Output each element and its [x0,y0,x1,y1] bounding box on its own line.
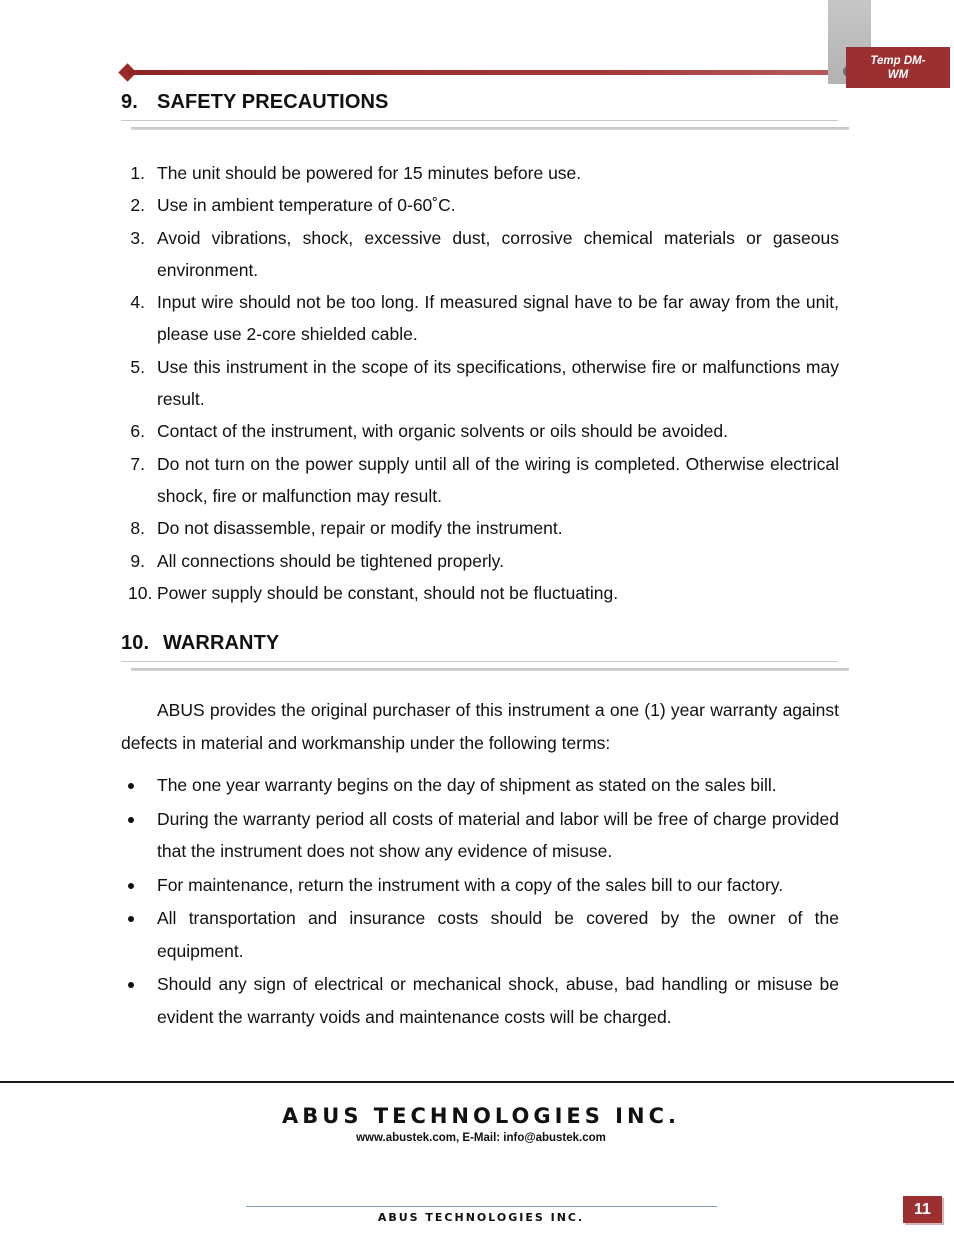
list-item-text: Contact of the instrument, with organic solvents or oils should be avoided. [157,421,729,442]
list-item [121,577,839,609]
bullet-icon [128,883,134,889]
section-title: WARRANTY [163,632,280,654]
section-heading-safety [121,91,388,114]
list-item [121,448,839,513]
list-item-text: Input wire should not be too long. If measured signal have to be far away from the unit, please use 2-core shielded cable. [157,292,839,345]
list-item-text: During the warranty period all costs of material and labor will be free of charge provided that the instrument does not show any evidence of misuse. [157,808,839,861]
bullet-icon [128,982,134,988]
list-item-number: 10. [128,582,153,603]
list-item-number: 1. [130,163,145,183]
list-item-text: Use in ambient temperature of 0-60˚C. [157,195,456,216]
list-item-text: Do not disassemble, repair or modify the instrument. [157,518,563,539]
list-item [121,189,839,221]
list-item-text: Should any sign of electrical or mechanical shock, abuse, bad handling or misuse be evident the warranty voids and maintenance costs will be charged. [157,974,839,1027]
heading-rule-thin [121,120,838,121]
footer-contact: www.abustek.com, E-Mail: info@abustek.com [356,1132,606,1144]
list-item [121,157,839,189]
list-item-number: 8. [130,518,145,539]
heading-rule-thick [131,668,849,671]
list-item-number: 4. [130,292,145,313]
list-item [121,351,839,416]
list-item-number: 9. [130,550,145,571]
list-item-number: 5. [130,356,145,377]
list-item-text: Use this instrument in the scope of its specifications, otherwise fire or malfunctions may result. [157,356,839,410]
list-item-text: Do not turn on the power supply until all of the wiring is completed. Otherwise electrical shock, fire or malfunction may result. [157,453,839,506]
footer-company-name-small: ABUS TECHNOLOGIES INC. [377,1211,585,1224]
header-rule [128,70,828,75]
list-item [121,968,839,1033]
heading-rule-thick [131,127,849,130]
list-item-text: The unit should be powered for 15 minutes before use. [157,163,582,183]
footer-company-name: ABUS TECHNOLOGIES INC. [282,1104,680,1128]
bullet-icon [128,783,134,789]
heading-rule-thin [121,661,838,662]
bullet-icon [128,817,134,823]
header-product-label-2: WM [887,69,909,81]
list-item [121,512,839,544]
section-title: SAFETY PRECAUTIONS [157,91,389,113]
footer-rule-thin [246,1206,717,1207]
list-item-text: Power supply should be constant, should not be fluctuating. [157,582,619,603]
list-item-text: All transportation and insurance costs should be covered by the owner of the equipment. [157,908,839,961]
list-item-text: The one year warranty begins on the day of shipment as stated on the sales bill. [157,775,777,795]
section-heading-warranty [121,632,279,655]
footer-rule [0,1081,954,1083]
list-item [121,769,839,802]
bullet-icon [128,916,134,922]
section-number: 10. [121,632,150,654]
warranty-terms-list [121,769,839,1034]
page-number-badge: 11 [903,1196,942,1223]
list-item-text: Avoid vibrations, shock, excessive dust, corrosive chemical materials or gaseous environment. [157,227,839,280]
safety-list [121,157,839,609]
list-item-text: For maintenance, return the instrument with a copy of the sales bill to our factory. [157,874,784,895]
list-item [121,286,839,351]
section-number: 9. [121,91,138,113]
list-item-text: All connections should be tightened properly. [157,550,504,571]
warranty-intro: ABUS provides the original purchaser of this instrument a one (1) year warranty against defects in material and workmanship under the following terms: [121,700,839,753]
list-item [121,902,839,967]
list-item [121,803,839,868]
list-item [121,545,839,577]
list-item-number: 3. [130,227,145,248]
list-item [121,222,839,287]
header-product-tab [846,47,950,88]
list-item-number: 6. [130,421,145,442]
list-item-number: 2. [130,195,145,216]
list-item [121,415,839,447]
list-item [121,869,839,902]
header-product-label-1: Temp DM- [870,55,926,67]
list-item-number: 7. [130,453,145,474]
